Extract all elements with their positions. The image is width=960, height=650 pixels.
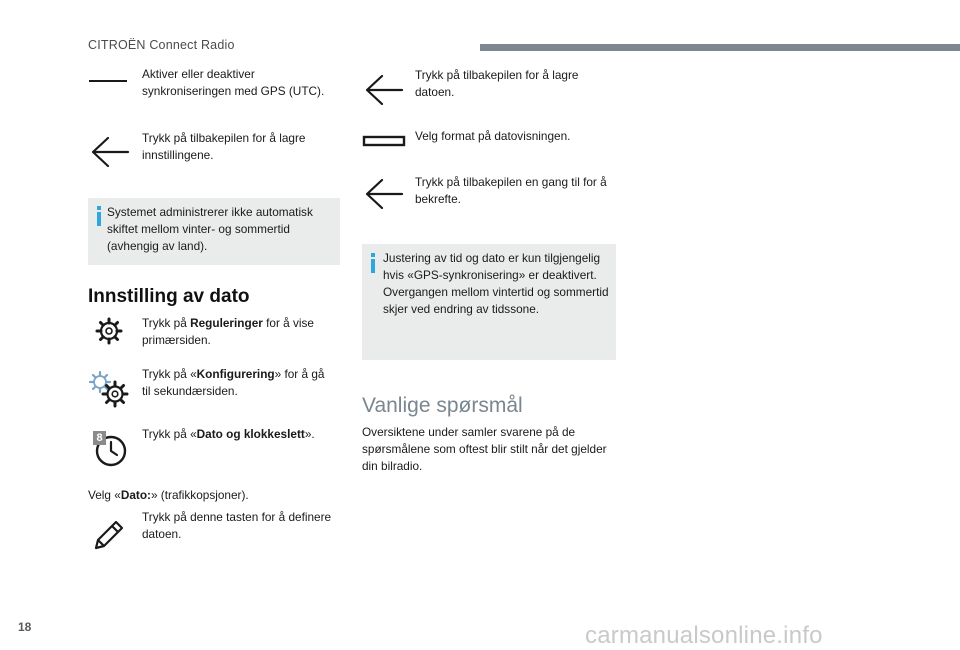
back-arrow-icon — [364, 178, 404, 210]
header-title: CITROËN Connect Radio — [88, 38, 235, 52]
settings-gear-icon — [94, 316, 124, 346]
step1-text: Trykk på Reguleringer for å vise primærsiden. — [142, 316, 314, 347]
back-settings-text: Trykk på tilbakepilen for å lagre innstillingene. — [142, 131, 306, 162]
note-box — [362, 244, 616, 360]
section-title: Innstilling av dato — [88, 286, 250, 307]
format-bar-icon — [362, 134, 406, 148]
back-arrow-icon — [90, 136, 130, 168]
date-format-text: Velg format på datovisningen. — [415, 129, 571, 143]
header-bar — [480, 44, 960, 51]
info-icon — [96, 206, 102, 226]
watermark: carmanualsonline.info — [585, 622, 823, 649]
info-icon — [370, 253, 376, 273]
step3-text: Trykk på «Dato og klokkeslett». — [142, 427, 315, 441]
clock-icon — [90, 428, 130, 468]
pencil-icon — [92, 518, 126, 552]
config-gears-icon — [88, 370, 130, 410]
back-confirm-text: Trykk på tilbakepilen en gang til for å bekrefte. — [415, 175, 607, 206]
faq-title: Vanlige spørsmål — [362, 394, 523, 417]
gps-sync-text: Aktiver eller deaktiver synkroniseringen med GPS (UTC). — [142, 67, 325, 98]
step4-text: Trykk på denne tasten for å definere datoen. — [142, 510, 332, 541]
clock-badge: 8 — [93, 431, 106, 445]
note-text: Justering av tid og dato er kun tilgjengelig hvis «GPS-synkronisering» er deaktivert. Overgangen mellom vintertid og sommertid skjer ved endring av tidssone. — [383, 251, 609, 316]
select-date-text: Velg «Dato:» (trafikkopsjoner). — [88, 488, 249, 502]
step2-text: Trykk på «Konfigurering» for å gå til sekundærsiden. — [142, 367, 325, 398]
toggle-line-icon — [88, 74, 128, 88]
back-save-date-text: Trykk på tilbakepilen for å lagre datoen. — [415, 68, 579, 99]
back-arrow-icon — [364, 74, 404, 106]
note-text: Systemet administrerer ikke automatisk skiftet mellom vinter- og sommertid (avhengig av land). — [107, 205, 313, 253]
page-number: 18 — [18, 620, 32, 634]
faq-body: Oversiktene under samler svarene på de spørsmålene som oftest blir stilt når det gjelder din bilradio. — [362, 425, 607, 473]
note-box — [88, 198, 340, 265]
